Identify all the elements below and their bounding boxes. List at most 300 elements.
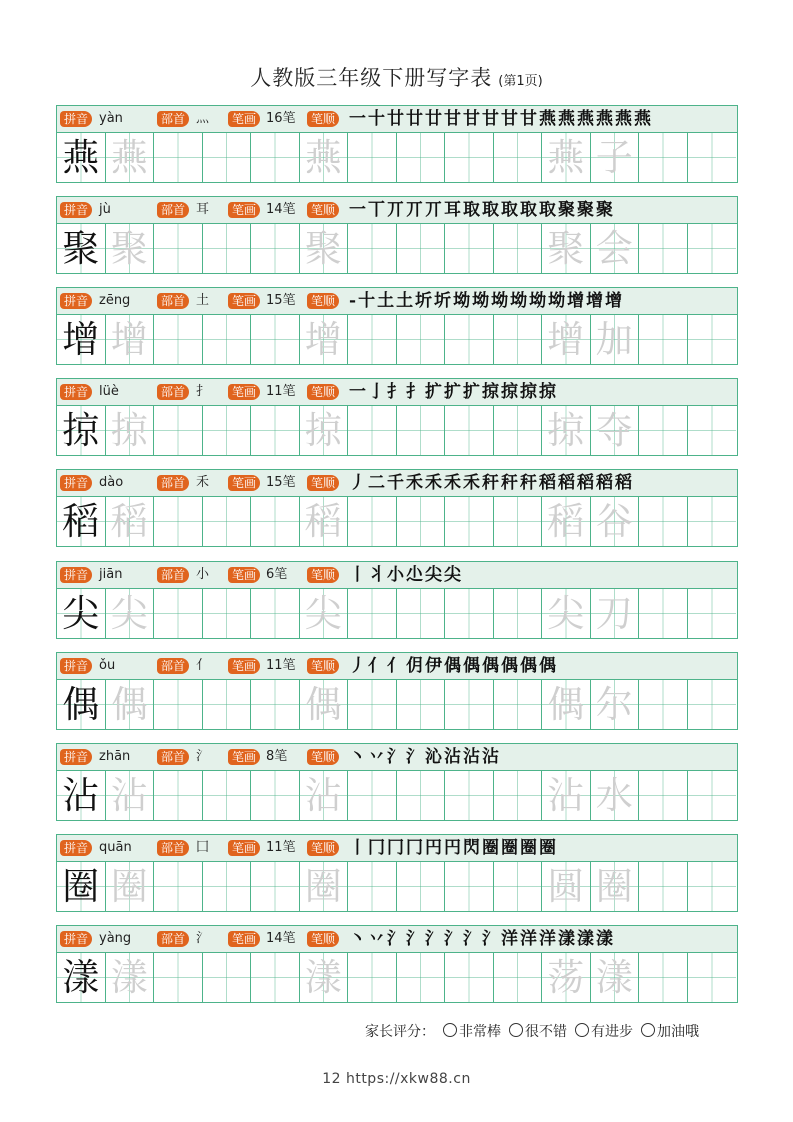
- stroke-step: 坳: [472, 291, 492, 312]
- row-header: [57, 379, 737, 406]
- grid-cell[interactable]: [494, 771, 543, 820]
- grid-cell[interactable]: [57, 133, 106, 182]
- stroke-step: 二: [368, 473, 387, 494]
- model-character: 掠: [62, 409, 100, 453]
- grid-cell[interactable]: [688, 406, 737, 455]
- stroke-step: 燕: [615, 109, 634, 129]
- grid-cell[interactable]: [57, 315, 106, 364]
- grid-cell[interactable]: [106, 133, 155, 182]
- grid-cell[interactable]: [639, 953, 688, 1002]
- grid-cell[interactable]: [445, 406, 494, 455]
- grid-cell[interactable]: [57, 497, 106, 546]
- grid-cell[interactable]: [591, 953, 640, 1002]
- grid-cell[interactable]: [688, 315, 737, 364]
- grid-cell[interactable]: [251, 224, 300, 273]
- grid-cell[interactable]: [542, 315, 591, 364]
- grid-cell[interactable]: [397, 862, 446, 911]
- stroke-order-tag: 笔顺: [307, 202, 339, 218]
- grid-cell[interactable]: [445, 589, 494, 638]
- stroke-count-value: 11笔: [266, 384, 296, 400]
- grid-cell[interactable]: [203, 224, 252, 273]
- grid-cell[interactable]: [542, 680, 591, 729]
- grid-cell[interactable]: [542, 224, 591, 273]
- model-character: 沾: [62, 773, 100, 817]
- stroke-count-value: 8笔: [266, 748, 288, 764]
- stroke-step: 禾: [463, 473, 482, 494]
- grid-cell[interactable]: [106, 953, 155, 1002]
- grid-cell[interactable]: [445, 680, 494, 729]
- grid-cell[interactable]: [57, 771, 106, 820]
- grid-cell[interactable]: [57, 953, 106, 1002]
- stroke-step: 聚: [596, 200, 615, 221]
- stroke-step: 一: [349, 382, 368, 403]
- grid-cell[interactable]: [348, 406, 397, 455]
- stroke-step: 聚: [558, 200, 577, 221]
- stroke-count-value: 11笔: [266, 839, 296, 855]
- grid-cell[interactable]: [639, 862, 688, 911]
- stroke-step: 氵: [387, 746, 406, 767]
- grid-cell[interactable]: [106, 771, 155, 820]
- writing-grid: [57, 406, 737, 455]
- stroke-step: 偶: [520, 655, 539, 676]
- stroke-count-tag: 笔画: [228, 658, 260, 674]
- grid-cell[interactable]: [348, 680, 397, 729]
- model-character: 尖: [62, 591, 100, 635]
- stroke-order-tag: 笔顺: [307, 749, 339, 765]
- grid-cell[interactable]: [348, 771, 397, 820]
- pinyin-tag: 拼音: [60, 111, 92, 127]
- stroke-step: 偶: [444, 655, 463, 676]
- character-row: [56, 378, 738, 456]
- stroke-step: 漾: [577, 928, 596, 949]
- grid-cell[interactable]: [300, 497, 349, 546]
- stroke-count-tag: 笔画: [228, 475, 260, 491]
- radical-value: 囗: [196, 839, 210, 855]
- stroke-step: 丶: [349, 928, 368, 949]
- grid-cell[interactable]: [494, 680, 543, 729]
- trace-character: 稻: [304, 500, 342, 544]
- stroke-step: 氵: [406, 746, 425, 767]
- stroke-step: 禾: [444, 473, 463, 494]
- row-header: [57, 562, 737, 589]
- stroke-step: 增: [586, 291, 606, 312]
- radical-tag: 部首: [157, 475, 189, 491]
- grid-cell[interactable]: [106, 406, 155, 455]
- grid-cell[interactable]: [542, 953, 591, 1002]
- grid-cell[interactable]: [494, 406, 543, 455]
- grid-cell[interactable]: [154, 862, 203, 911]
- grid-cell[interactable]: [639, 406, 688, 455]
- stroke-step: 尖: [425, 564, 444, 585]
- stroke-order-sequence: [349, 745, 501, 769]
- grid-cell[interactable]: [542, 406, 591, 455]
- row-header: [57, 744, 737, 771]
- grid-cell[interactable]: [445, 497, 494, 546]
- grid-cell[interactable]: [106, 589, 155, 638]
- grid-cell[interactable]: [445, 771, 494, 820]
- grid-cell[interactable]: [591, 315, 640, 364]
- grid-cell[interactable]: [57, 406, 106, 455]
- grid-cell[interactable]: [203, 589, 252, 638]
- stroke-step: 閃: [463, 837, 482, 858]
- grid-cell[interactable]: [57, 224, 106, 273]
- stroke-step: 秆: [501, 473, 520, 494]
- stroke-step: 丌: [425, 200, 444, 221]
- trace-character: 漾: [110, 955, 148, 999]
- stroke-count-value: 14笔: [266, 930, 296, 946]
- option-radio[interactable]: [575, 1023, 589, 1037]
- grid-cell[interactable]: [542, 862, 591, 911]
- grid-cell[interactable]: [445, 953, 494, 1002]
- grid-cell[interactable]: [397, 589, 446, 638]
- row-header: [57, 288, 737, 315]
- stroke-order-sequence: [349, 471, 634, 495]
- trace-character: 沾: [110, 773, 148, 817]
- grid-cell[interactable]: [445, 862, 494, 911]
- word-character: 水: [595, 773, 633, 817]
- grid-cell[interactable]: [154, 680, 203, 729]
- grid-cell[interactable]: [348, 224, 397, 273]
- writing-grid: [57, 680, 737, 729]
- option-label: 加油哦: [657, 1024, 699, 1040]
- trace-character: 掠: [304, 409, 342, 453]
- grid-cell[interactable]: [494, 315, 543, 364]
- word-character: 圆: [547, 864, 585, 908]
- grid-cell[interactable]: [300, 133, 349, 182]
- character-row: [56, 196, 738, 274]
- pinyin-value: zēng: [99, 293, 131, 309]
- grid-cell[interactable]: [203, 953, 252, 1002]
- pinyin-value: zhān: [99, 748, 131, 764]
- option-label: 有进步: [591, 1024, 633, 1040]
- word-character: 尔: [595, 682, 633, 726]
- grid-cell[interactable]: [154, 224, 203, 273]
- grid-cell[interactable]: [688, 133, 737, 182]
- option-label: 非常棒: [459, 1024, 501, 1040]
- stroke-step: 掠: [501, 382, 520, 403]
- grid-cell[interactable]: [203, 133, 252, 182]
- stroke-step: 氵: [482, 928, 501, 949]
- stroke-order-tag: 笔顺: [307, 293, 339, 309]
- grid-cell[interactable]: [494, 862, 543, 911]
- pinyin-value: jiān: [99, 566, 123, 582]
- stroke-step: 十: [358, 291, 378, 312]
- stroke-count-value: 6笔: [266, 566, 288, 582]
- grid-cell[interactable]: [397, 497, 446, 546]
- grid-cell[interactable]: [542, 771, 591, 820]
- grid-cell[interactable]: [688, 680, 737, 729]
- grid-cell[interactable]: [154, 953, 203, 1002]
- stroke-step: 尖: [444, 564, 463, 585]
- grid-cell[interactable]: [300, 680, 349, 729]
- grid-cell[interactable]: [397, 133, 446, 182]
- grid-cell[interactable]: [591, 862, 640, 911]
- stroke-step: 円: [444, 837, 463, 858]
- pinyin-value: ǒu: [99, 657, 116, 673]
- stroke-step: 丨: [349, 564, 368, 585]
- grid-cell[interactable]: [445, 315, 494, 364]
- grid-cell[interactable]: [300, 406, 349, 455]
- grid-cell[interactable]: [300, 315, 349, 364]
- grid-cell[interactable]: [688, 589, 737, 638]
- stroke-count-tag: 笔画: [228, 749, 260, 765]
- grid-cell[interactable]: [300, 771, 349, 820]
- word-character: 沾: [547, 773, 585, 817]
- word-character: 聚: [547, 227, 585, 271]
- grid-cell[interactable]: [251, 680, 300, 729]
- grid-cell[interactable]: [300, 953, 349, 1002]
- grid-cell[interactable]: [203, 497, 252, 546]
- stroke-step: 圻: [434, 291, 454, 312]
- writing-grid: [57, 133, 737, 182]
- stroke-step: 聚: [577, 200, 596, 221]
- grid-cell[interactable]: [106, 224, 155, 273]
- word-character: 荡: [547, 955, 585, 999]
- grid-cell[interactable]: [639, 497, 688, 546]
- word-character: 夺: [595, 409, 633, 453]
- stroke-step: 圈: [482, 837, 501, 858]
- grid-cell[interactable]: [542, 589, 591, 638]
- grid-cell[interactable]: [251, 589, 300, 638]
- parent-evaluation: [365, 1021, 699, 1041]
- word-character: 偶: [547, 682, 585, 726]
- grid-cell[interactable]: [203, 406, 252, 455]
- stroke-order-tag: 笔顺: [307, 384, 339, 400]
- grid-cell[interactable]: [154, 771, 203, 820]
- stroke-step: 扌: [387, 382, 406, 403]
- grid-cell[interactable]: [397, 680, 446, 729]
- stroke-step: 甘: [444, 109, 463, 129]
- grid-cell[interactable]: [106, 315, 155, 364]
- grid-cell[interactable]: [348, 497, 397, 546]
- grid-cell[interactable]: [688, 497, 737, 546]
- grid-cell[interactable]: [57, 862, 106, 911]
- grid-cell[interactable]: [251, 497, 300, 546]
- grid-cell[interactable]: [348, 133, 397, 182]
- grid-cell[interactable]: [494, 224, 543, 273]
- evaluation-label: 家长评分：: [365, 1024, 435, 1040]
- stroke-order-tag: 笔顺: [307, 475, 339, 491]
- radical-value: 小: [196, 566, 210, 582]
- grid-cell[interactable]: [688, 862, 737, 911]
- stroke-order-sequence: [349, 198, 615, 222]
- stroke-step: 甘: [463, 109, 482, 129]
- pinyin-tag: 拼音: [60, 293, 92, 309]
- grid-cell[interactable]: [494, 953, 543, 1002]
- stroke-step: 亅: [368, 382, 387, 403]
- grid-cell[interactable]: [397, 953, 446, 1002]
- option-radio[interactable]: [641, 1023, 655, 1037]
- page-label: (第1页): [498, 74, 543, 89]
- pinyin-value: quān: [99, 839, 132, 855]
- word-character: 燕: [547, 136, 585, 179]
- stroke-count-tag: 笔画: [228, 567, 260, 583]
- grid-cell[interactable]: [154, 589, 203, 638]
- stroke-step: 冂: [387, 837, 406, 858]
- stroke-count-value: 16笔: [266, 111, 296, 126]
- grid-cell[interactable]: [591, 680, 640, 729]
- grid-cell[interactable]: [639, 133, 688, 182]
- grid-cell[interactable]: [154, 133, 203, 182]
- grid-cell[interactable]: [688, 771, 737, 820]
- writing-grid: [57, 862, 737, 911]
- title-text: 人教版三年级下册写字表: [250, 66, 493, 90]
- grid-cell[interactable]: [251, 953, 300, 1002]
- grid-cell[interactable]: [251, 862, 300, 911]
- stroke-step: 稻: [539, 473, 558, 494]
- stroke-step: 掠: [520, 382, 539, 403]
- row-header: [57, 197, 737, 224]
- stroke-count-tag: 笔画: [228, 931, 260, 947]
- grid-cell[interactable]: [348, 862, 397, 911]
- radical-value: 禾: [196, 475, 210, 491]
- stroke-step: 燕: [577, 109, 596, 129]
- grid-cell[interactable]: [300, 862, 349, 911]
- pinyin-value: jù: [99, 202, 111, 218]
- stroke-step: 丿: [349, 473, 368, 494]
- grid-cell[interactable]: [494, 133, 543, 182]
- pinyin-tag: 拼音: [60, 931, 92, 947]
- pinyin-tag: 拼音: [60, 749, 92, 765]
- grid-cell[interactable]: [591, 771, 640, 820]
- grid-cell[interactable]: [348, 589, 397, 638]
- stroke-step: 偶: [482, 655, 501, 676]
- stroke-step: 取: [520, 200, 539, 221]
- grid-cell[interactable]: [591, 497, 640, 546]
- grid-cell[interactable]: [639, 315, 688, 364]
- grid-cell[interactable]: [300, 589, 349, 638]
- radical-value: 亻: [196, 657, 210, 673]
- stroke-step: 偶: [501, 655, 520, 676]
- grid-cell[interactable]: [251, 133, 300, 182]
- grid-cell[interactable]: [542, 497, 591, 546]
- grid-cell[interactable]: [591, 224, 640, 273]
- grid-cell[interactable]: [591, 133, 640, 182]
- grid-cell[interactable]: [445, 224, 494, 273]
- radical-value: 耳: [196, 202, 210, 218]
- grid-cell[interactable]: [154, 315, 203, 364]
- stroke-step: 扩: [425, 382, 444, 403]
- grid-cell[interactable]: [154, 497, 203, 546]
- trace-character: 稻: [110, 500, 148, 544]
- grid-cell[interactable]: [397, 224, 446, 273]
- grid-cell[interactable]: [445, 133, 494, 182]
- stroke-step: 耳: [444, 200, 463, 221]
- grid-cell[interactable]: [300, 224, 349, 273]
- grid-cell[interactable]: [154, 406, 203, 455]
- radical-value: 灬: [196, 111, 210, 126]
- grid-cell[interactable]: [688, 224, 737, 273]
- stroke-step: 圻: [415, 291, 435, 312]
- grid-cell[interactable]: [397, 771, 446, 820]
- grid-cell[interactable]: [639, 589, 688, 638]
- grid-cell[interactable]: [57, 680, 106, 729]
- grid-cell[interactable]: [57, 589, 106, 638]
- grid-cell[interactable]: [203, 315, 252, 364]
- stroke-step: 小: [387, 564, 406, 585]
- grid-cell[interactable]: [348, 315, 397, 364]
- radical-tag: 部首: [157, 567, 189, 583]
- character-row: [56, 469, 738, 547]
- pinyin-tag: 拼音: [60, 567, 92, 583]
- stroke-step: 坳: [453, 291, 473, 312]
- grid-cell[interactable]: [348, 953, 397, 1002]
- stroke-step: 圈: [539, 837, 558, 858]
- stroke-step: 圈: [520, 837, 539, 858]
- stroke-step: 禾: [406, 473, 425, 494]
- grid-cell[interactable]: [542, 133, 591, 182]
- stroke-step: 坳: [491, 291, 511, 312]
- stroke-step: 丅: [368, 200, 387, 221]
- stroke-step: 掠: [539, 382, 558, 403]
- grid-cell[interactable]: [494, 589, 543, 638]
- grid-cell[interactable]: [397, 315, 446, 364]
- grid-cell[interactable]: [106, 862, 155, 911]
- row-header: [57, 835, 737, 862]
- grid-cell[interactable]: [203, 862, 252, 911]
- grid-cell[interactable]: [639, 771, 688, 820]
- grid-cell[interactable]: [494, 497, 543, 546]
- pinyin-value: lüè: [99, 384, 119, 400]
- trace-character: 燕: [110, 136, 148, 179]
- stroke-step: 冂: [368, 837, 387, 858]
- grid-cell[interactable]: [251, 406, 300, 455]
- word-character: 圈: [595, 864, 633, 908]
- word-character: 会: [595, 227, 633, 271]
- grid-cell[interactable]: [591, 589, 640, 638]
- stroke-count-value: 15笔: [266, 475, 296, 491]
- stroke-step: 稻: [577, 473, 596, 494]
- stroke-step: 漾: [558, 928, 577, 949]
- stroke-step: 稻: [615, 473, 634, 494]
- grid-cell[interactable]: [251, 315, 300, 364]
- grid-cell[interactable]: [203, 680, 252, 729]
- grid-cell[interactable]: [203, 771, 252, 820]
- option-radio[interactable]: [443, 1023, 457, 1037]
- stroke-order-sequence: [349, 289, 624, 313]
- stroke-step: 氵: [425, 928, 444, 949]
- stroke-step: 洋: [539, 928, 558, 949]
- trace-character: 燕: [304, 136, 342, 179]
- stroke-step: 沁: [425, 746, 444, 767]
- radical-value: 氵: [196, 748, 210, 764]
- grid-cell[interactable]: [688, 953, 737, 1002]
- radical-tag: 部首: [157, 931, 189, 947]
- writing-grid: [57, 497, 737, 546]
- grid-cell[interactable]: [591, 406, 640, 455]
- grid-cell[interactable]: [639, 680, 688, 729]
- grid-cell[interactable]: [106, 680, 155, 729]
- radical-tag: 部首: [157, 202, 189, 218]
- row-header: [57, 653, 737, 680]
- stroke-order-sequence: [349, 927, 615, 951]
- stroke-step: 冂: [406, 837, 425, 858]
- stroke-step: 偶: [463, 655, 482, 676]
- grid-cell[interactable]: [639, 224, 688, 273]
- stroke-step: -: [349, 291, 359, 312]
- trace-character: 增: [304, 318, 342, 362]
- grid-cell[interactable]: [397, 406, 446, 455]
- trace-character: 漾: [304, 955, 342, 999]
- grid-cell[interactable]: [106, 497, 155, 546]
- option-radio[interactable]: [509, 1023, 523, 1037]
- stroke-step: 燕: [596, 109, 615, 129]
- radical-value: 扌: [196, 384, 210, 400]
- grid-cell[interactable]: [251, 771, 300, 820]
- radical-tag: 部首: [157, 749, 189, 765]
- stroke-order-sequence: [349, 654, 558, 678]
- stroke-step: 取: [463, 200, 482, 221]
